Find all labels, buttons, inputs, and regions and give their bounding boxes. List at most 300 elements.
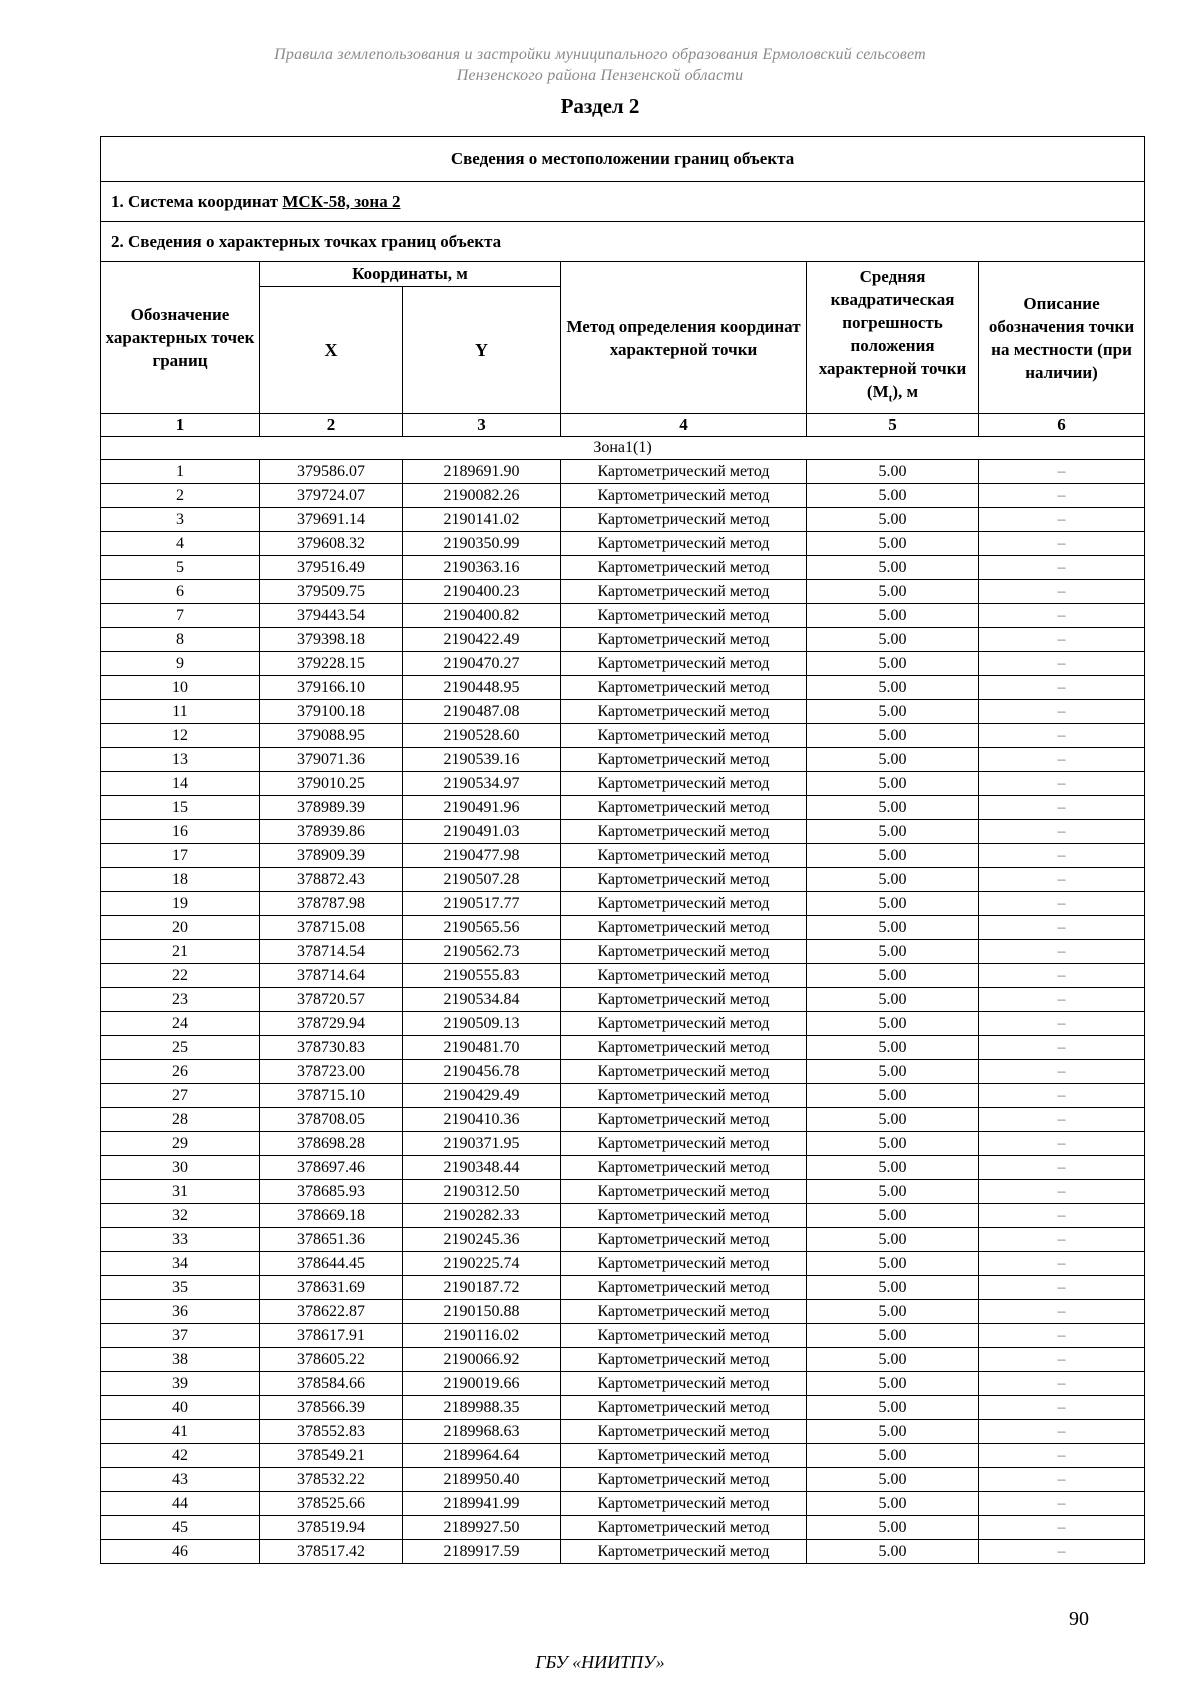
description-cell: – bbox=[979, 1492, 1145, 1516]
point-number-cell: 24 bbox=[101, 1012, 260, 1036]
table-row bbox=[101, 1228, 1145, 1252]
x-coordinate-cell: 378525.66 bbox=[260, 1492, 403, 1516]
description-cell: – bbox=[979, 1036, 1145, 1060]
method-cell: Картометрический метод bbox=[561, 1516, 807, 1540]
method-cell: Картометрический метод bbox=[561, 1300, 807, 1324]
y-coordinate-cell: 2190400.23 bbox=[403, 580, 561, 604]
point-number-cell: 20 bbox=[101, 916, 260, 940]
accuracy-cell: 5.00 bbox=[807, 580, 979, 604]
description-cell: – bbox=[979, 676, 1145, 700]
point-number-cell: 28 bbox=[101, 1108, 260, 1132]
accuracy-cell: 5.00 bbox=[807, 1252, 979, 1276]
method-cell: Картометрический метод bbox=[561, 676, 807, 700]
accuracy-cell: 5.00 bbox=[807, 1084, 979, 1108]
points-heading: 2. Сведения о характерных точках границ объекта bbox=[101, 222, 1145, 262]
coord-system-row bbox=[101, 182, 1145, 222]
method-cell: Картометрический метод bbox=[561, 556, 807, 580]
method-cell: Картометрический метод bbox=[561, 820, 807, 844]
col-number-4: 4 bbox=[561, 414, 807, 437]
y-coordinate-cell: 2190507.28 bbox=[403, 868, 561, 892]
x-coordinate-cell: 378698.28 bbox=[260, 1132, 403, 1156]
accuracy-cell: 5.00 bbox=[807, 1228, 979, 1252]
accuracy-cell: 5.00 bbox=[807, 988, 979, 1012]
point-number-cell: 41 bbox=[101, 1420, 260, 1444]
y-coordinate-cell: 2190400.82 bbox=[403, 604, 561, 628]
method-cell: Картометрический метод bbox=[561, 1084, 807, 1108]
point-number-cell: 27 bbox=[101, 1084, 260, 1108]
table-row bbox=[101, 1444, 1145, 1468]
y-coordinate-cell: 2190350.99 bbox=[403, 532, 561, 556]
point-number-cell: 45 bbox=[101, 1516, 260, 1540]
table-row bbox=[101, 724, 1145, 748]
method-cell: Картометрический метод bbox=[561, 1396, 807, 1420]
description-cell: – bbox=[979, 1348, 1145, 1372]
col-header-coordinates: Координаты, м bbox=[260, 262, 561, 287]
col-number-2: 2 bbox=[260, 414, 403, 437]
x-coordinate-cell: 379010.25 bbox=[260, 772, 403, 796]
zone-label: Зона1(1) bbox=[101, 437, 1145, 460]
y-coordinate-cell: 2190429.49 bbox=[403, 1084, 561, 1108]
running-header-line-1: Правила землепользования и застройки муниципального образования Ермоловский сельсовет bbox=[274, 46, 926, 63]
y-coordinate-cell: 2190456.78 bbox=[403, 1060, 561, 1084]
y-coordinate-cell: 2190562.73 bbox=[403, 940, 561, 964]
accuracy-cell: 5.00 bbox=[807, 748, 979, 772]
description-cell: – bbox=[979, 1132, 1145, 1156]
x-coordinate-cell: 378617.91 bbox=[260, 1324, 403, 1348]
point-number-cell: 6 bbox=[101, 580, 260, 604]
point-number-cell: 37 bbox=[101, 1324, 260, 1348]
method-cell: Картометрический метод bbox=[561, 532, 807, 556]
table-row bbox=[101, 844, 1145, 868]
table-row bbox=[101, 796, 1145, 820]
point-number-cell: 19 bbox=[101, 892, 260, 916]
accuracy-cell: 5.00 bbox=[807, 892, 979, 916]
table-row bbox=[101, 892, 1145, 916]
description-cell: – bbox=[979, 1468, 1145, 1492]
table-row bbox=[101, 1036, 1145, 1060]
col-number-5: 5 bbox=[807, 414, 979, 437]
col-header-method: Метод определения координат характерной точки bbox=[561, 262, 807, 414]
description-cell: – bbox=[979, 556, 1145, 580]
description-cell: – bbox=[979, 1444, 1145, 1468]
method-cell: Картометрический метод bbox=[561, 1540, 807, 1564]
accuracy-cell: 5.00 bbox=[807, 1036, 979, 1060]
table-row bbox=[101, 484, 1145, 508]
accuracy-cell: 5.00 bbox=[807, 1420, 979, 1444]
table-row bbox=[101, 1012, 1145, 1036]
description-cell: – bbox=[979, 652, 1145, 676]
method-cell: Картометрический метод bbox=[561, 1204, 807, 1228]
y-coordinate-cell: 2190187.72 bbox=[403, 1276, 561, 1300]
point-number-cell: 18 bbox=[101, 868, 260, 892]
table-row bbox=[101, 1108, 1145, 1132]
table-row bbox=[101, 1300, 1145, 1324]
x-coordinate-cell: 378631.69 bbox=[260, 1276, 403, 1300]
col-header-accuracy bbox=[807, 262, 979, 414]
accuracy-cell: 5.00 bbox=[807, 940, 979, 964]
table-row bbox=[101, 1180, 1145, 1204]
description-cell: – bbox=[979, 868, 1145, 892]
x-coordinate-cell: 378714.54 bbox=[260, 940, 403, 964]
method-cell: Картометрический метод bbox=[561, 1492, 807, 1516]
method-cell: Картометрический метод bbox=[561, 1324, 807, 1348]
point-number-cell: 43 bbox=[101, 1468, 260, 1492]
table-row bbox=[101, 508, 1145, 532]
table-row bbox=[101, 628, 1145, 652]
y-coordinate-cell: 2190528.60 bbox=[403, 724, 561, 748]
x-coordinate-cell: 378939.86 bbox=[260, 820, 403, 844]
description-cell: – bbox=[979, 532, 1145, 556]
accuracy-cell: 5.00 bbox=[807, 964, 979, 988]
description-cell: – bbox=[979, 1228, 1145, 1252]
col-number-3: 3 bbox=[403, 414, 561, 437]
table-row bbox=[101, 916, 1145, 940]
description-cell: – bbox=[979, 892, 1145, 916]
method-cell: Картометрический метод bbox=[561, 796, 807, 820]
x-coordinate-cell: 378584.66 bbox=[260, 1372, 403, 1396]
method-cell: Картометрический метод bbox=[561, 1108, 807, 1132]
description-cell: – bbox=[979, 1108, 1145, 1132]
table-row bbox=[101, 1420, 1145, 1444]
method-cell: Картометрический метод bbox=[561, 1132, 807, 1156]
accuracy-unit: ), м bbox=[892, 381, 919, 401]
method-cell: Картометрический метод bbox=[561, 940, 807, 964]
point-number-cell: 33 bbox=[101, 1228, 260, 1252]
col-number-6: 6 bbox=[979, 414, 1145, 437]
accuracy-cell: 5.00 bbox=[807, 1180, 979, 1204]
accuracy-cell: 5.00 bbox=[807, 676, 979, 700]
method-cell: Картометрический метод bbox=[561, 1228, 807, 1252]
table-row bbox=[101, 772, 1145, 796]
point-number-cell: 21 bbox=[101, 940, 260, 964]
accuracy-cell: 5.00 bbox=[807, 532, 979, 556]
x-coordinate-cell: 379443.54 bbox=[260, 604, 403, 628]
description-cell: – bbox=[979, 1420, 1145, 1444]
description-cell: – bbox=[979, 1372, 1145, 1396]
point-number-cell: 23 bbox=[101, 988, 260, 1012]
accuracy-cell: 5.00 bbox=[807, 628, 979, 652]
x-coordinate-cell: 378566.39 bbox=[260, 1396, 403, 1420]
x-coordinate-cell: 379100.18 bbox=[260, 700, 403, 724]
point-number-cell: 36 bbox=[101, 1300, 260, 1324]
table-row bbox=[101, 700, 1145, 724]
y-coordinate-cell: 2190491.03 bbox=[403, 820, 561, 844]
boundary-points-table bbox=[100, 136, 1145, 1564]
table-row bbox=[101, 604, 1145, 628]
description-cell: – bbox=[979, 1396, 1145, 1420]
x-coordinate-cell: 378720.57 bbox=[260, 988, 403, 1012]
accuracy-cell: 5.00 bbox=[807, 652, 979, 676]
description-cell: – bbox=[979, 1516, 1145, 1540]
accuracy-cell: 5.00 bbox=[807, 1492, 979, 1516]
accuracy-cell: 5.00 bbox=[807, 508, 979, 532]
method-cell: Картометрический метод bbox=[561, 1252, 807, 1276]
accuracy-cell: 5.00 bbox=[807, 796, 979, 820]
accuracy-cell: 5.00 bbox=[807, 1540, 979, 1564]
accuracy-cell: 5.00 bbox=[807, 604, 979, 628]
table-row bbox=[101, 556, 1145, 580]
y-coordinate-cell: 2190448.95 bbox=[403, 676, 561, 700]
description-cell: – bbox=[979, 940, 1145, 964]
method-cell: Картометрический метод bbox=[561, 1180, 807, 1204]
x-coordinate-cell: 378715.08 bbox=[260, 916, 403, 940]
y-coordinate-cell: 2190470.27 bbox=[403, 652, 561, 676]
accuracy-cell: 5.00 bbox=[807, 1060, 979, 1084]
method-cell: Картометрический метод bbox=[561, 772, 807, 796]
x-coordinate-cell: 378669.18 bbox=[260, 1204, 403, 1228]
table-row bbox=[101, 1348, 1145, 1372]
point-number-cell: 4 bbox=[101, 532, 260, 556]
y-coordinate-cell: 2190534.97 bbox=[403, 772, 561, 796]
y-coordinate-cell: 2189988.35 bbox=[403, 1396, 561, 1420]
method-cell: Картометрический метод bbox=[561, 1036, 807, 1060]
description-cell: – bbox=[979, 1276, 1145, 1300]
y-coordinate-cell: 2189941.99 bbox=[403, 1492, 561, 1516]
accuracy-cell: 5.00 bbox=[807, 1204, 979, 1228]
method-cell: Картометрический метод bbox=[561, 1372, 807, 1396]
method-cell: Картометрический метод bbox=[561, 1444, 807, 1468]
x-coordinate-cell: 379586.07 bbox=[260, 460, 403, 484]
accuracy-cell: 5.00 bbox=[807, 1444, 979, 1468]
method-cell: Картометрический метод bbox=[561, 1012, 807, 1036]
description-cell: – bbox=[979, 1300, 1145, 1324]
method-cell: Картометрический метод bbox=[561, 1060, 807, 1084]
description-cell: – bbox=[979, 1060, 1145, 1084]
table-row bbox=[101, 1492, 1145, 1516]
point-number-cell: 14 bbox=[101, 772, 260, 796]
method-cell: Картометрический метод bbox=[561, 1156, 807, 1180]
point-number-cell: 42 bbox=[101, 1444, 260, 1468]
table-title: Сведения о местоположении границ объекта bbox=[101, 137, 1145, 182]
x-coordinate-cell: 379608.32 bbox=[260, 532, 403, 556]
y-coordinate-cell: 2190509.13 bbox=[403, 1012, 561, 1036]
x-coordinate-cell: 379228.15 bbox=[260, 652, 403, 676]
table-row bbox=[101, 1156, 1145, 1180]
accuracy-cell: 5.00 bbox=[807, 1156, 979, 1180]
description-cell: – bbox=[979, 988, 1145, 1012]
y-coordinate-cell: 2189968.63 bbox=[403, 1420, 561, 1444]
y-coordinate-cell: 2190312.50 bbox=[403, 1180, 561, 1204]
accuracy-cell: 5.00 bbox=[807, 1276, 979, 1300]
method-cell: Картометрический метод bbox=[561, 628, 807, 652]
x-coordinate-cell: 379691.14 bbox=[260, 508, 403, 532]
method-cell: Картометрический метод bbox=[561, 652, 807, 676]
x-coordinate-cell: 378729.94 bbox=[260, 1012, 403, 1036]
x-coordinate-cell: 379509.75 bbox=[260, 580, 403, 604]
table-row bbox=[101, 964, 1145, 988]
y-coordinate-cell: 2190245.36 bbox=[403, 1228, 561, 1252]
point-number-cell: 15 bbox=[101, 796, 260, 820]
x-coordinate-cell: 378989.39 bbox=[260, 796, 403, 820]
table-row bbox=[101, 1084, 1145, 1108]
y-coordinate-cell: 2190150.88 bbox=[403, 1300, 561, 1324]
running-header-line-2: Пензенского района Пензенской области bbox=[456, 67, 744, 84]
description-cell: – bbox=[979, 1540, 1145, 1564]
description-cell: – bbox=[979, 748, 1145, 772]
x-coordinate-cell: 379088.95 bbox=[260, 724, 403, 748]
table-row bbox=[101, 580, 1145, 604]
y-coordinate-cell: 2190477.98 bbox=[403, 844, 561, 868]
method-cell: Картометрический метод bbox=[561, 580, 807, 604]
table-row bbox=[101, 1396, 1145, 1420]
point-number-cell: 5 bbox=[101, 556, 260, 580]
description-cell: – bbox=[979, 820, 1145, 844]
point-number-cell: 16 bbox=[101, 820, 260, 844]
method-cell: Картометрический метод bbox=[561, 916, 807, 940]
method-cell: Картометрический метод bbox=[561, 1348, 807, 1372]
y-coordinate-cell: 2190225.74 bbox=[403, 1252, 561, 1276]
point-number-cell: 2 bbox=[101, 484, 260, 508]
x-coordinate-cell: 378644.45 bbox=[260, 1252, 403, 1276]
method-cell: Картометрический метод bbox=[561, 1420, 807, 1444]
table-row bbox=[101, 1516, 1145, 1540]
table-row bbox=[101, 988, 1145, 1012]
table-row bbox=[101, 1204, 1145, 1228]
table-row bbox=[101, 532, 1145, 556]
accuracy-cell: 5.00 bbox=[807, 700, 979, 724]
description-cell: – bbox=[979, 1252, 1145, 1276]
accuracy-cell: 5.00 bbox=[807, 916, 979, 940]
y-coordinate-cell: 2190282.33 bbox=[403, 1204, 561, 1228]
method-cell: Картометрический метод bbox=[561, 460, 807, 484]
method-cell: Картометрический метод bbox=[561, 1468, 807, 1492]
point-number-cell: 11 bbox=[101, 700, 260, 724]
table-row bbox=[101, 868, 1145, 892]
accuracy-label: Средняя квадратическая погрешность положения характерной точки (M bbox=[818, 266, 967, 401]
point-number-cell: 7 bbox=[101, 604, 260, 628]
description-cell: – bbox=[979, 700, 1145, 724]
y-coordinate-cell: 2189927.50 bbox=[403, 1516, 561, 1540]
y-coordinate-cell: 2189691.90 bbox=[403, 460, 561, 484]
description-cell: – bbox=[979, 484, 1145, 508]
point-number-cell: 13 bbox=[101, 748, 260, 772]
y-coordinate-cell: 2190082.26 bbox=[403, 484, 561, 508]
point-number-cell: 32 bbox=[101, 1204, 260, 1228]
description-cell: – bbox=[979, 724, 1145, 748]
point-number-cell: 12 bbox=[101, 724, 260, 748]
method-cell: Картометрический метод bbox=[561, 868, 807, 892]
x-coordinate-cell: 378723.00 bbox=[260, 1060, 403, 1084]
description-cell: – bbox=[979, 1156, 1145, 1180]
table-row bbox=[101, 652, 1145, 676]
col-header-description: Описание обозначения точки на местности (при наличии) bbox=[979, 262, 1145, 414]
y-coordinate-cell: 2190565.56 bbox=[403, 916, 561, 940]
table-row bbox=[101, 1060, 1145, 1084]
footer-organization: ГБУ «НИИТПУ» bbox=[535, 1652, 665, 1672]
description-cell: – bbox=[979, 508, 1145, 532]
table-row bbox=[101, 1372, 1145, 1396]
accuracy-cell: 5.00 bbox=[807, 484, 979, 508]
col-number-1: 1 bbox=[101, 414, 260, 437]
description-cell: – bbox=[979, 580, 1145, 604]
table-row bbox=[101, 1324, 1145, 1348]
y-coordinate-cell: 2190116.02 bbox=[403, 1324, 561, 1348]
y-coordinate-cell: 2190517.77 bbox=[403, 892, 561, 916]
x-coordinate-cell: 378519.94 bbox=[260, 1516, 403, 1540]
table-row bbox=[101, 1276, 1145, 1300]
accuracy-subscript: t bbox=[888, 392, 893, 405]
y-coordinate-cell: 2190066.92 bbox=[403, 1348, 561, 1372]
point-number-cell: 29 bbox=[101, 1132, 260, 1156]
accuracy-cell: 5.00 bbox=[807, 1132, 979, 1156]
coord-system-value: МСК-58, зона 2 bbox=[282, 191, 401, 211]
method-cell: Картометрический метод bbox=[561, 988, 807, 1012]
point-number-cell: 17 bbox=[101, 844, 260, 868]
method-cell: Картометрический метод bbox=[561, 892, 807, 916]
method-cell: Картометрический метод bbox=[561, 748, 807, 772]
x-coordinate-cell: 378685.93 bbox=[260, 1180, 403, 1204]
y-coordinate-cell: 2190481.70 bbox=[403, 1036, 561, 1060]
x-coordinate-cell: 378697.46 bbox=[260, 1156, 403, 1180]
method-cell: Картометрический метод bbox=[561, 1276, 807, 1300]
col-header-point: Обозначение характерных точек границ bbox=[101, 262, 260, 414]
table-row bbox=[101, 676, 1145, 700]
method-cell: Картометрический метод bbox=[561, 700, 807, 724]
y-coordinate-cell: 2189917.59 bbox=[403, 1540, 561, 1564]
x-coordinate-cell: 378605.22 bbox=[260, 1348, 403, 1372]
x-coordinate-cell: 378532.22 bbox=[260, 1468, 403, 1492]
description-cell: – bbox=[979, 772, 1145, 796]
y-coordinate-cell: 2190371.95 bbox=[403, 1132, 561, 1156]
method-cell: Картометрический метод bbox=[561, 844, 807, 868]
point-number-cell: 30 bbox=[101, 1156, 260, 1180]
accuracy-cell: 5.00 bbox=[807, 820, 979, 844]
table-row bbox=[101, 460, 1145, 484]
x-coordinate-cell: 379516.49 bbox=[260, 556, 403, 580]
accuracy-cell: 5.00 bbox=[807, 1372, 979, 1396]
y-coordinate-cell: 2190534.84 bbox=[403, 988, 561, 1012]
point-number-cell: 31 bbox=[101, 1180, 260, 1204]
x-coordinate-cell: 378622.87 bbox=[260, 1300, 403, 1324]
x-coordinate-cell: 378552.83 bbox=[260, 1420, 403, 1444]
description-cell: – bbox=[979, 796, 1145, 820]
x-coordinate-cell: 379398.18 bbox=[260, 628, 403, 652]
point-number-cell: 26 bbox=[101, 1060, 260, 1084]
table-row bbox=[101, 1468, 1145, 1492]
description-cell: – bbox=[979, 964, 1145, 988]
description-cell: – bbox=[979, 1180, 1145, 1204]
description-cell: – bbox=[979, 628, 1145, 652]
y-coordinate-cell: 2190555.83 bbox=[403, 964, 561, 988]
method-cell: Картометрический метод bbox=[561, 508, 807, 532]
description-cell: – bbox=[979, 1012, 1145, 1036]
x-coordinate-cell: 378517.42 bbox=[260, 1540, 403, 1564]
x-coordinate-cell: 379166.10 bbox=[260, 676, 403, 700]
x-coordinate-cell: 378872.43 bbox=[260, 868, 403, 892]
accuracy-cell: 5.00 bbox=[807, 1468, 979, 1492]
point-number-cell: 39 bbox=[101, 1372, 260, 1396]
description-cell: – bbox=[979, 604, 1145, 628]
section-title: Раздел 2 bbox=[560, 94, 640, 118]
accuracy-cell: 5.00 bbox=[807, 460, 979, 484]
table-row bbox=[101, 748, 1145, 772]
col-header-y: Y bbox=[403, 287, 561, 414]
point-number-cell: 40 bbox=[101, 1396, 260, 1420]
x-coordinate-cell: 378708.05 bbox=[260, 1108, 403, 1132]
accuracy-cell: 5.00 bbox=[807, 1108, 979, 1132]
y-coordinate-cell: 2190487.08 bbox=[403, 700, 561, 724]
y-coordinate-cell: 2190422.49 bbox=[403, 628, 561, 652]
point-number-cell: 22 bbox=[101, 964, 260, 988]
point-number-cell: 44 bbox=[101, 1492, 260, 1516]
point-number-cell: 1 bbox=[101, 460, 260, 484]
accuracy-cell: 5.00 bbox=[807, 1300, 979, 1324]
description-cell: – bbox=[979, 1084, 1145, 1108]
accuracy-cell: 5.00 bbox=[807, 1516, 979, 1540]
point-number-cell: 34 bbox=[101, 1252, 260, 1276]
method-cell: Картометрический метод bbox=[561, 964, 807, 988]
y-coordinate-cell: 2189964.64 bbox=[403, 1444, 561, 1468]
